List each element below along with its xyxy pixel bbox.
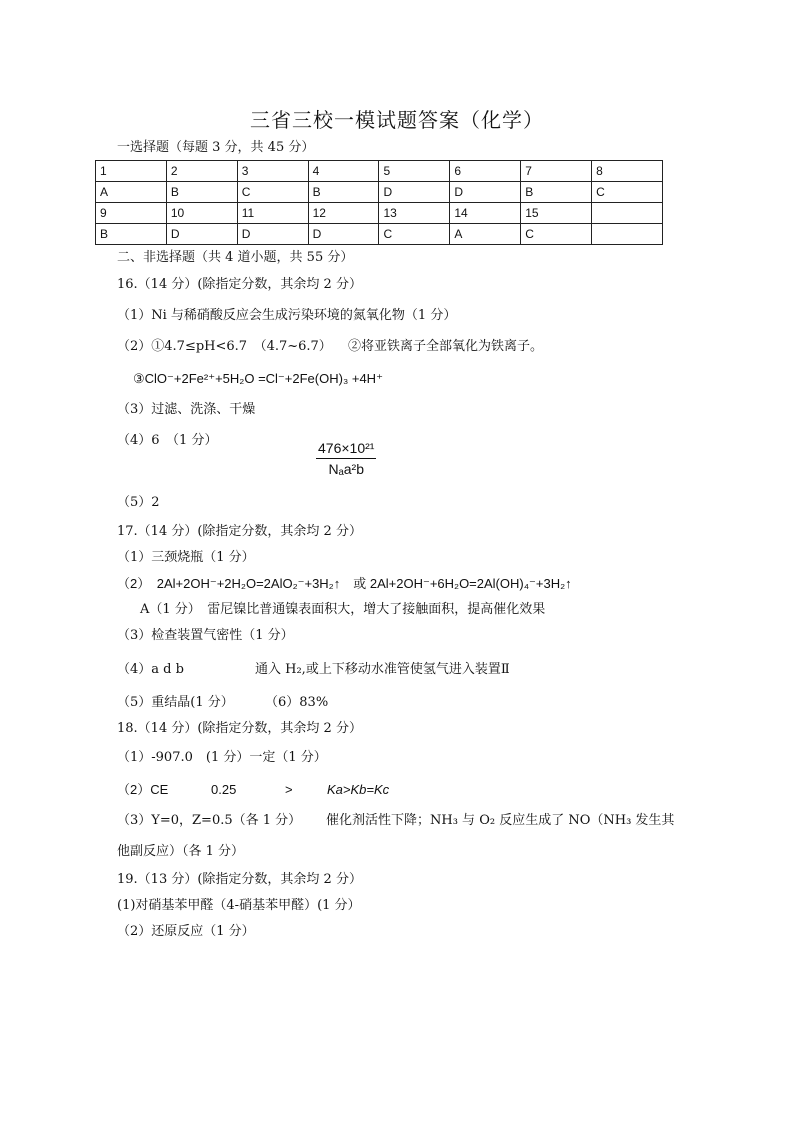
question-number-cell: 11: [237, 203, 308, 224]
question-number-cell: 14: [450, 203, 521, 224]
question-number-cell: 13: [379, 203, 450, 224]
question-number-cell: 4: [308, 161, 379, 182]
q18-line-3b: 催化剂活性下降；NH₃ 与 O₂ 反应生成了 NO（NH₃ 发生其: [326, 813, 675, 828]
question-number-cell: 8: [592, 161, 663, 182]
q16-heading: 16.（14 分）(除指定分数，其余均 2 分）: [117, 277, 362, 292]
question-number-cell: [592, 203, 663, 224]
answer-cell: C: [379, 224, 450, 245]
question-number-cell: 1: [96, 161, 167, 182]
q16-line-3: ③ClO⁻+2Fe²⁺+5H₂O =Cl⁻+2Fe(OH)₃ +4H⁺: [133, 371, 383, 386]
question-number-cell: 3: [237, 161, 308, 182]
q18-line-2d: Ka>Kb=Kc: [327, 782, 390, 797]
answer-table: [95, 160, 663, 245]
q16-line-4: （3）过滤、洗涤、干燥: [117, 402, 256, 417]
answer-cell: D: [450, 182, 521, 203]
fraction-numerator: 476×10²¹: [316, 440, 376, 459]
q19-line-1: (1)对硝基苯甲醛（4-硝基苯甲醛）(1 分）: [117, 898, 361, 913]
question-number-cell: 2: [166, 161, 237, 182]
fraction-denominator: Nₐa²b: [328, 461, 364, 477]
q18-line-3a: （3）Y=0，Z=0.5（各 1 分）: [117, 813, 302, 828]
answer-cell: B: [96, 224, 167, 245]
answer-cell: B: [308, 182, 379, 203]
answer-cell: D: [166, 224, 237, 245]
answer-cell: [592, 224, 663, 245]
answer-cell: D: [379, 182, 450, 203]
question-number-cell: 5: [379, 161, 450, 182]
answer-row: [96, 224, 663, 245]
answer-row: [96, 182, 663, 203]
q17-line-6a: （5）重结晶(1 分）: [117, 695, 234, 710]
q16-line-2a: （2）①4.7≤pH<6.7 （4.7~6.7）: [117, 339, 332, 354]
section2-heading: 二、非选择题（共 4 道小题，共 55 分）: [117, 250, 354, 265]
question-number-cell: 7: [521, 161, 592, 182]
q17-line-2: （2） 2Al+2OH⁻+2H₂O=2AlO₂⁻+3H₂↑ 或 2Al+2OH⁻+6H₂O=2Al(OH)₄⁻+3H₂↑: [117, 576, 572, 591]
q17-line-5b: 通入 H₂,或上下移动水准管使氢气进入装置Ⅱ: [255, 662, 510, 677]
question-number-cell: 12: [308, 203, 379, 224]
q18-heading: 18.（14 分）(除指定分数，其余均 2 分）: [117, 721, 362, 736]
question-number-cell: 6: [450, 161, 521, 182]
q18-line-1: （1）-907.0 (1 分）一定（1 分）: [117, 750, 327, 765]
q17-line-4: （3）检查装置气密性（1 分）: [117, 628, 294, 643]
q16-line-1: （1）Ni 与稀硝酸反应会生成污染环境的氮氧化物（1 分）: [117, 308, 457, 323]
answer-cell: D: [308, 224, 379, 245]
q17-line-6b: （6）83%: [265, 695, 329, 710]
section1-heading: 一选择题（每题 3 分，共 45 分）: [117, 140, 315, 155]
density-fraction: [316, 440, 376, 477]
answer-cell: A: [450, 224, 521, 245]
answer-cell: A: [96, 182, 167, 203]
q18-line-2a: （2）CE: [117, 782, 169, 797]
answer-cell: C: [592, 182, 663, 203]
question-number-cell: 15: [521, 203, 592, 224]
q16-line-2b: ②将亚铁离子全部氧化为铁离子。: [348, 339, 544, 354]
answer-cell: D: [237, 224, 308, 245]
page-title: 三省三校一模试题答案（化学）: [250, 108, 544, 132]
q18-line-2b: 0.25: [211, 782, 237, 797]
question-number-cell: 10: [166, 203, 237, 224]
q17-heading: 17.（14 分）(除指定分数，其余均 2 分）: [117, 524, 362, 539]
answer-cell: C: [237, 182, 308, 203]
q17-line-3: A（1 分） 雷尼镍比普通镍表面积大，增大了接触面积，提高催化效果: [140, 602, 546, 617]
q16-line-5: （4）6 （1 分）: [117, 433, 218, 448]
answer-cell: B: [521, 182, 592, 203]
q17-line-1: （1）三颈烧瓶（1 分）: [117, 550, 255, 565]
question-number-row: [96, 203, 663, 224]
q18-line-2c: >: [285, 782, 293, 797]
question-number-cell: 9: [96, 203, 167, 224]
answer-cell: C: [521, 224, 592, 245]
q18-line-4: 他副反应）（各 1 分）: [117, 844, 245, 859]
question-number-row: [96, 161, 663, 182]
answer-cell: B: [166, 182, 237, 203]
q17-line-5a: （4）a d b: [117, 662, 184, 677]
q19-line-2: （2）还原反应（1 分）: [117, 924, 255, 939]
q16-line-6: （5）2: [117, 495, 160, 510]
q19-heading: 19.（13 分）(除指定分数，其余均 2 分）: [117, 872, 362, 887]
